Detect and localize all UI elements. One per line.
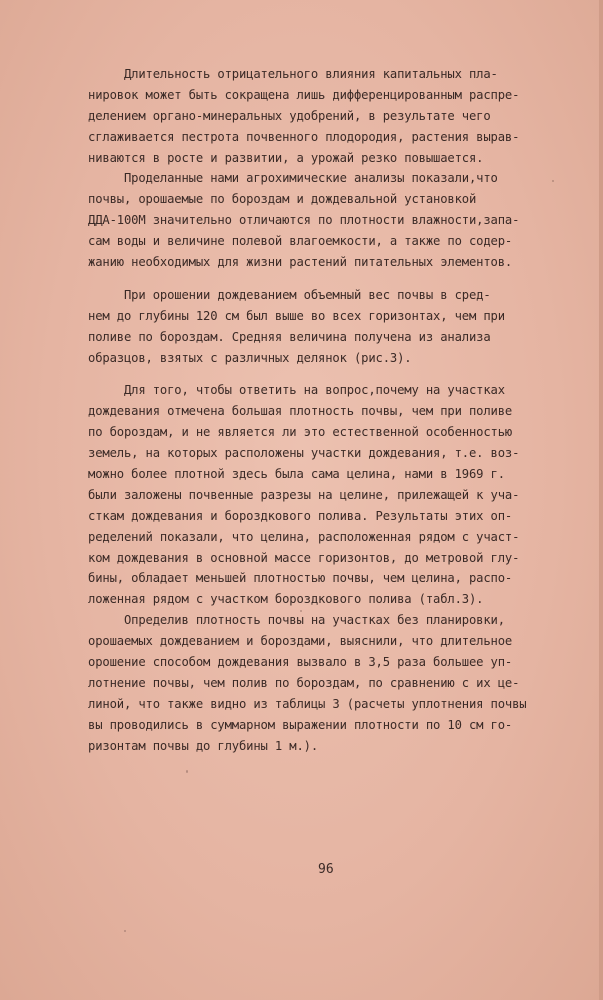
text-line: Для того, чтобы ответить на вопрос,почему на участках xyxy=(88,383,505,398)
text-line: орошение способом дождевания вызвало в 3,5 раза большее уп- xyxy=(88,655,513,670)
text-line: почвы, орошаемые по бороздам и дождевальной установкой xyxy=(88,192,477,207)
text-line: ниваются в росте и развитии, а урожай резко повышается. xyxy=(88,150,484,165)
paper-speck xyxy=(186,770,188,773)
text-line: линой, что также видно из таблицы 3 (расчеты уплотнения почвы xyxy=(88,696,527,711)
paragraph-1 xyxy=(88,64,600,168)
text-line: образцов, взятых с различных делянок (рис.3). xyxy=(88,350,412,365)
text-line: сткам дождевания и бороздкового полива. Результаты этих оп- xyxy=(88,508,513,523)
text-line: бины, обладает меньшей плотностью почвы, чем целина, распо- xyxy=(88,571,513,586)
paragraph-2 xyxy=(88,168,600,272)
text-line: ложенная рядом с участком бороздкового полива (табл.3). xyxy=(88,592,484,607)
text-line: вы проводились в суммарном выражении плотности по 10 см го- xyxy=(88,717,513,732)
paper-speck xyxy=(124,930,126,932)
text-line: можно более плотной здесь была сама целина, нами в 1969 г. xyxy=(88,467,505,482)
text-line: Длительность отрицательного влияния капитальных пла- xyxy=(88,67,498,81)
text-line: При орошении дождеванием объемный вес почвы в сред- xyxy=(88,287,491,302)
paper-speck xyxy=(552,180,554,182)
text-line: нировок может быть сокращена лишь дифференцированным распре- xyxy=(88,87,520,102)
paragraph-4 xyxy=(88,380,600,756)
paper-speck xyxy=(300,610,302,612)
text-line: ределений показали, что целина, расположенная рядом с участ- xyxy=(88,529,520,544)
text-line: сглаживается пестрота почвенного плодородия, растения вырав- xyxy=(88,129,520,144)
paragraph-3 xyxy=(88,285,600,369)
text-line: лотнение почвы, чем полив по бороздам, по сравнению с их це- xyxy=(88,675,520,690)
text-line: поливе по бороздам. Средняя величина получена из анализа xyxy=(88,329,491,344)
text-line: ДДА-100М значительно отличаются по плотности влажности,запа- xyxy=(88,213,520,228)
text-line: по бороздам, и не является ли это естественной особенностью xyxy=(88,425,513,440)
text-line: были заложены почвенные разрезы на целине, прилежащей к уча- xyxy=(88,487,520,502)
page-number: 96 xyxy=(318,862,334,877)
text-line: нем до глубины 120 см был выше во всех горизонтах, чем при xyxy=(88,308,505,323)
text-line: делением органо-минеральных удобрений, в результате чего xyxy=(88,108,491,123)
text-line: жанию необходимых для жизни растений питательных элементов. xyxy=(88,255,513,270)
text-line: орошаемых дождеванием и бороздами, выяснили, что длительное xyxy=(88,634,513,649)
text-line: Определив плотность почвы на участках без планировки, xyxy=(88,613,505,628)
paragraph-gap xyxy=(88,368,600,380)
text-line: сам воды и величине полевой влагоемкости, а также по содер- xyxy=(88,234,513,249)
text-line: ризонтам почвы до глубины 1 м.). xyxy=(88,738,318,753)
text-line: ком дождевания в основной массе горизонтов, до метровой глу- xyxy=(88,550,520,565)
text-line: Проделанные нами агрохимические анализы показали,что xyxy=(88,171,498,186)
body-text xyxy=(88,64,600,757)
text-line: земель, на которых расположены участки дождевания, т.е. воз- xyxy=(88,446,520,461)
text-line: дождевания отмечена большая плотность почвы, чем при поливе xyxy=(88,404,513,419)
paragraph-gap xyxy=(88,273,600,285)
